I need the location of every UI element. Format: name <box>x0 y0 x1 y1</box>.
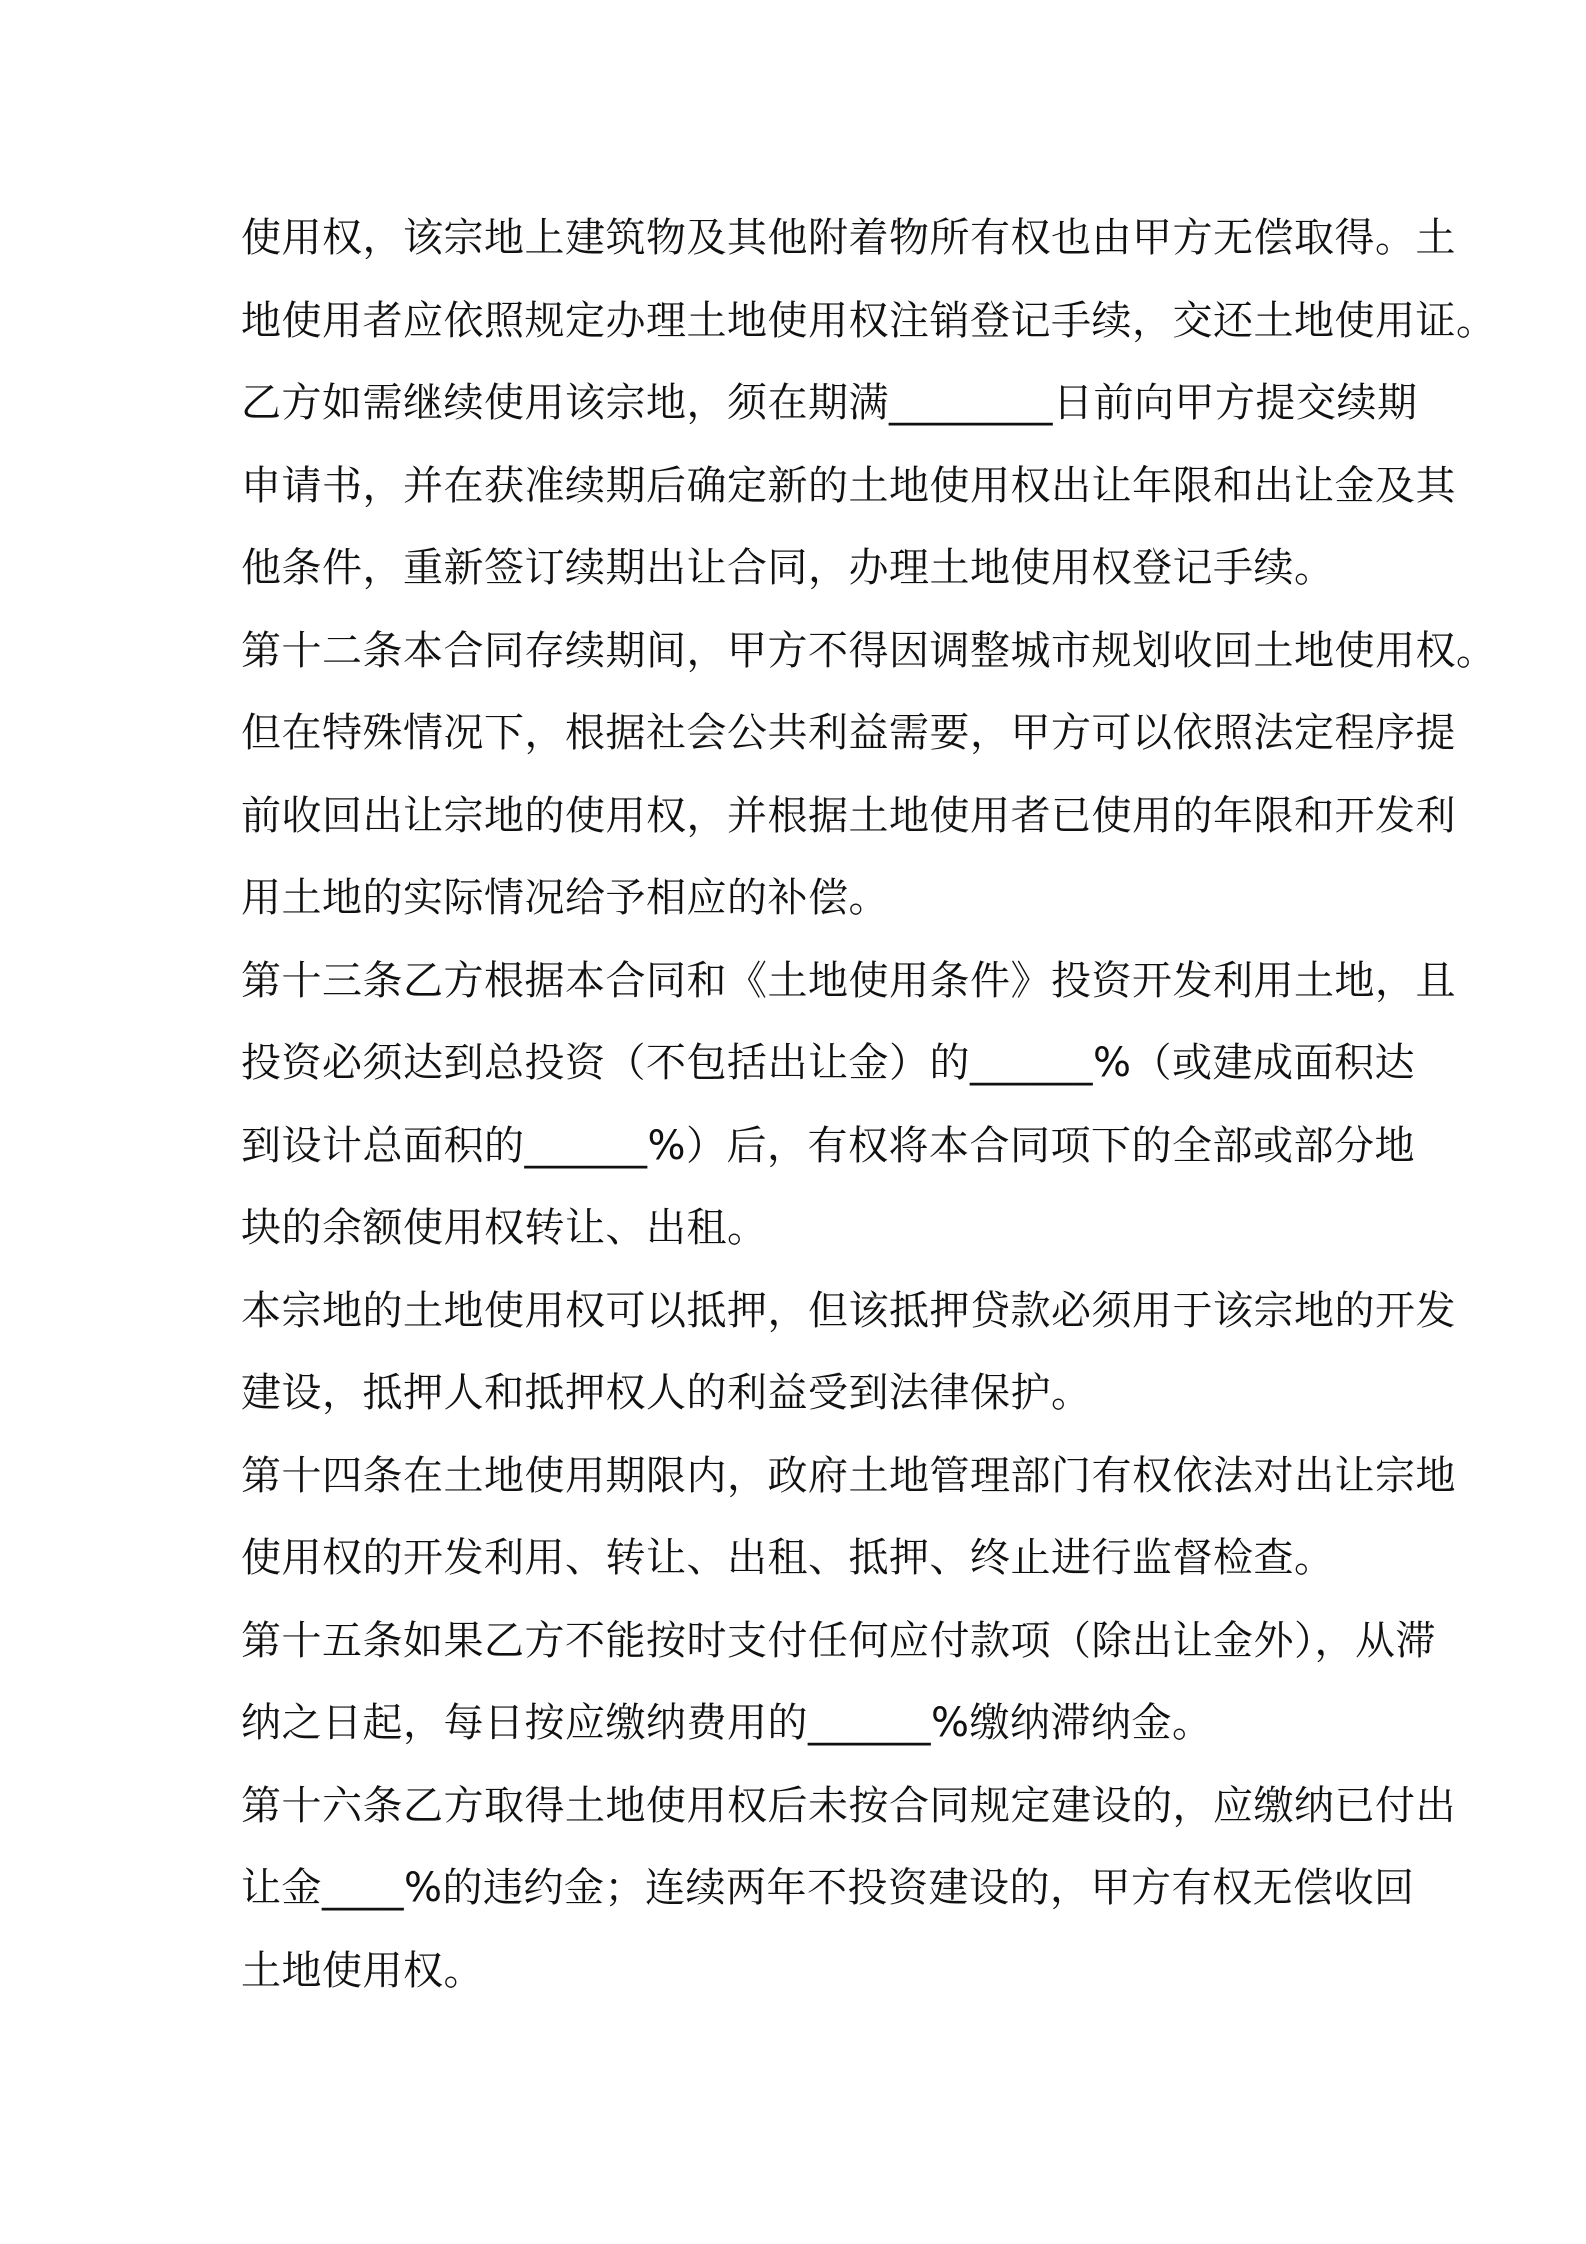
text-line: 到设计总面积的______%）后，有权将本合同项下的全部或部分地 <box>241 1122 1416 1169</box>
document-body <box>241 197 1497 2012</box>
text-line: 本宗地的土地使用权可以抵押，但该抵押贷款必须用于该宗地的开发 <box>241 1287 1456 1334</box>
text-line: 建设，抵押人和抵押权人的利益受到法律保护。 <box>241 1370 1092 1416</box>
text-line: 但在特殊情况下，根据社会公共利益需要，甲方可以依照法定程序提 <box>241 710 1456 756</box>
text-line: 他条件，重新签订续期出让合同，办理土地使用权登记手续。 <box>241 545 1335 591</box>
article-15-line: 第十五条如果乙方不能按时支付任何应付款项（除出让金外），从滞 <box>241 1617 1436 1664</box>
text-line: 用土地的实际情况给予相应的补偿。 <box>241 875 889 921</box>
text-line: 前收回出让宗地的使用权，并根据土地使用者已使用的年限和开发利 <box>241 792 1456 839</box>
text-line: 让金____%的违约金；连续两年不投资建设的，甲方有权无偿收回 <box>241 1865 1415 1911</box>
text-line: 申请书，并在获准续期后确定新的土地使用权出让年限和出让金及其 <box>241 462 1456 509</box>
article-12-line: 第十二条本合同存续期间，甲方不得因调整城市规划收回土地使用权。 <box>241 627 1497 674</box>
text-line: 块的余额使用权转让、出租。 <box>241 1205 768 1251</box>
article-13-line: 第十三条乙方根据本合同和《土地使用条件》投资开发利用土地，且 <box>241 957 1456 1004</box>
text-line: 使用权的开发利用、转让、出租、抵押、终止进行监督检查。 <box>241 1535 1335 1581</box>
text-line: 土地使用权。 <box>241 1947 484 1994</box>
text-line: 乙方如需继续使用该宗地，须在期满________日前向甲方提交续期 <box>241 380 1418 426</box>
article-16-line: 第十六条乙方取得土地使用权后未按合同规定建设的，应缴纳已付出 <box>241 1782 1456 1829</box>
text-line: 地使用者应依照规定办理土地使用权注销登记手续，交还土地使用证。 <box>241 297 1497 344</box>
text-line: 纳之日起，每日按应缴纳费用的______%缴纳滞纳金。 <box>241 1700 1213 1746</box>
text-line: 使用权，该宗地上建筑物及其他附着物所有权也由甲方无偿取得。土 <box>241 215 1456 261</box>
text-line: 投资必须达到总投资（不包括出让金）的______%（或建成面积达 <box>241 1040 1416 1086</box>
article-14-line: 第十四条在土地使用期限内，政府土地管理部门有权依法对出让宗地 <box>241 1452 1456 1499</box>
